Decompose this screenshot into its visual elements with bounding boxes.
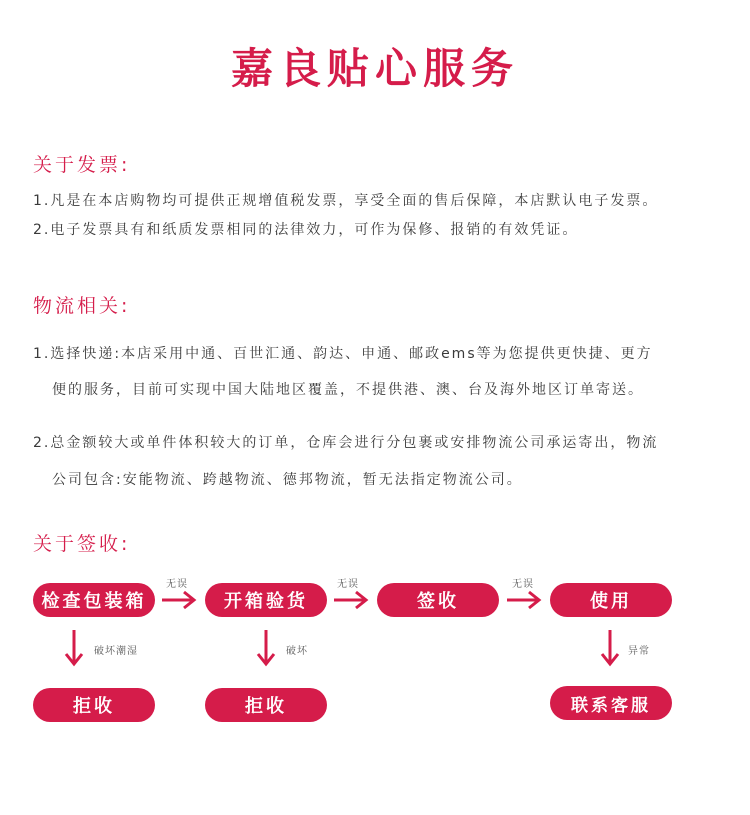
step-check-box: 检查包装箱 [33, 583, 155, 617]
step-sign: 签收 [377, 583, 499, 617]
logistics-heading: 物流相关: [33, 295, 131, 317]
step-open-inspect: 开箱验货 [205, 583, 327, 617]
logistics-item-2-line-1: 2.总金额较大或单件体积较大的订单，仓库会进行分包裹或安排物流公司承运寄出，物流 [33, 435, 659, 451]
ok-label-3: 无误 [512, 579, 534, 590]
right-arrow-icon [160, 590, 200, 610]
down-arrow-icon [64, 628, 84, 668]
ok-label-2: 无误 [337, 579, 359, 590]
reject-button-2: 拒收 [205, 688, 327, 722]
damaged-wet-label: 破坏潮湿 [94, 646, 138, 657]
reject-button-1: 拒收 [33, 688, 155, 722]
signing-heading: 关于签收: [33, 533, 131, 555]
down-arrow-icon [600, 628, 620, 668]
invoice-item-1: 1.凡是在本店购物均可提供正规增值税发票，享受全面的售后保障，本店默认电子发票。 [33, 193, 659, 209]
damaged-label: 破坏 [286, 646, 308, 657]
logistics-item-2-line-2: 公司包含:安能物流、跨越物流、德邦物流，暂无法指定物流公司。 [52, 472, 523, 488]
ok-label-1: 无误 [166, 579, 188, 590]
logistics-item-1-line-1: 1.选择快递:本店采用中通、百世汇通、韵达、申通、邮政ems等为您提供更快捷、更方 [33, 346, 653, 362]
down-arrow-icon [256, 628, 276, 668]
right-arrow-icon [505, 590, 545, 610]
invoice-heading: 关于发票: [33, 154, 131, 176]
abnormal-label: 异常 [628, 646, 650, 657]
right-arrow-icon [332, 590, 372, 610]
logistics-item-1-line-2: 便的服务，目前可实现中国大陆地区覆盖，不提供港、澳、台及海外地区订单寄送。 [52, 382, 644, 398]
invoice-item-2: 2.电子发票具有和纸质发票相同的法律效力，可作为保修、报销的有效凭证。 [33, 222, 579, 238]
step-use: 使用 [550, 583, 672, 617]
contact-service-button: 联系客服 [550, 686, 672, 720]
page-title: 嘉良贴心服务 [230, 44, 519, 93]
